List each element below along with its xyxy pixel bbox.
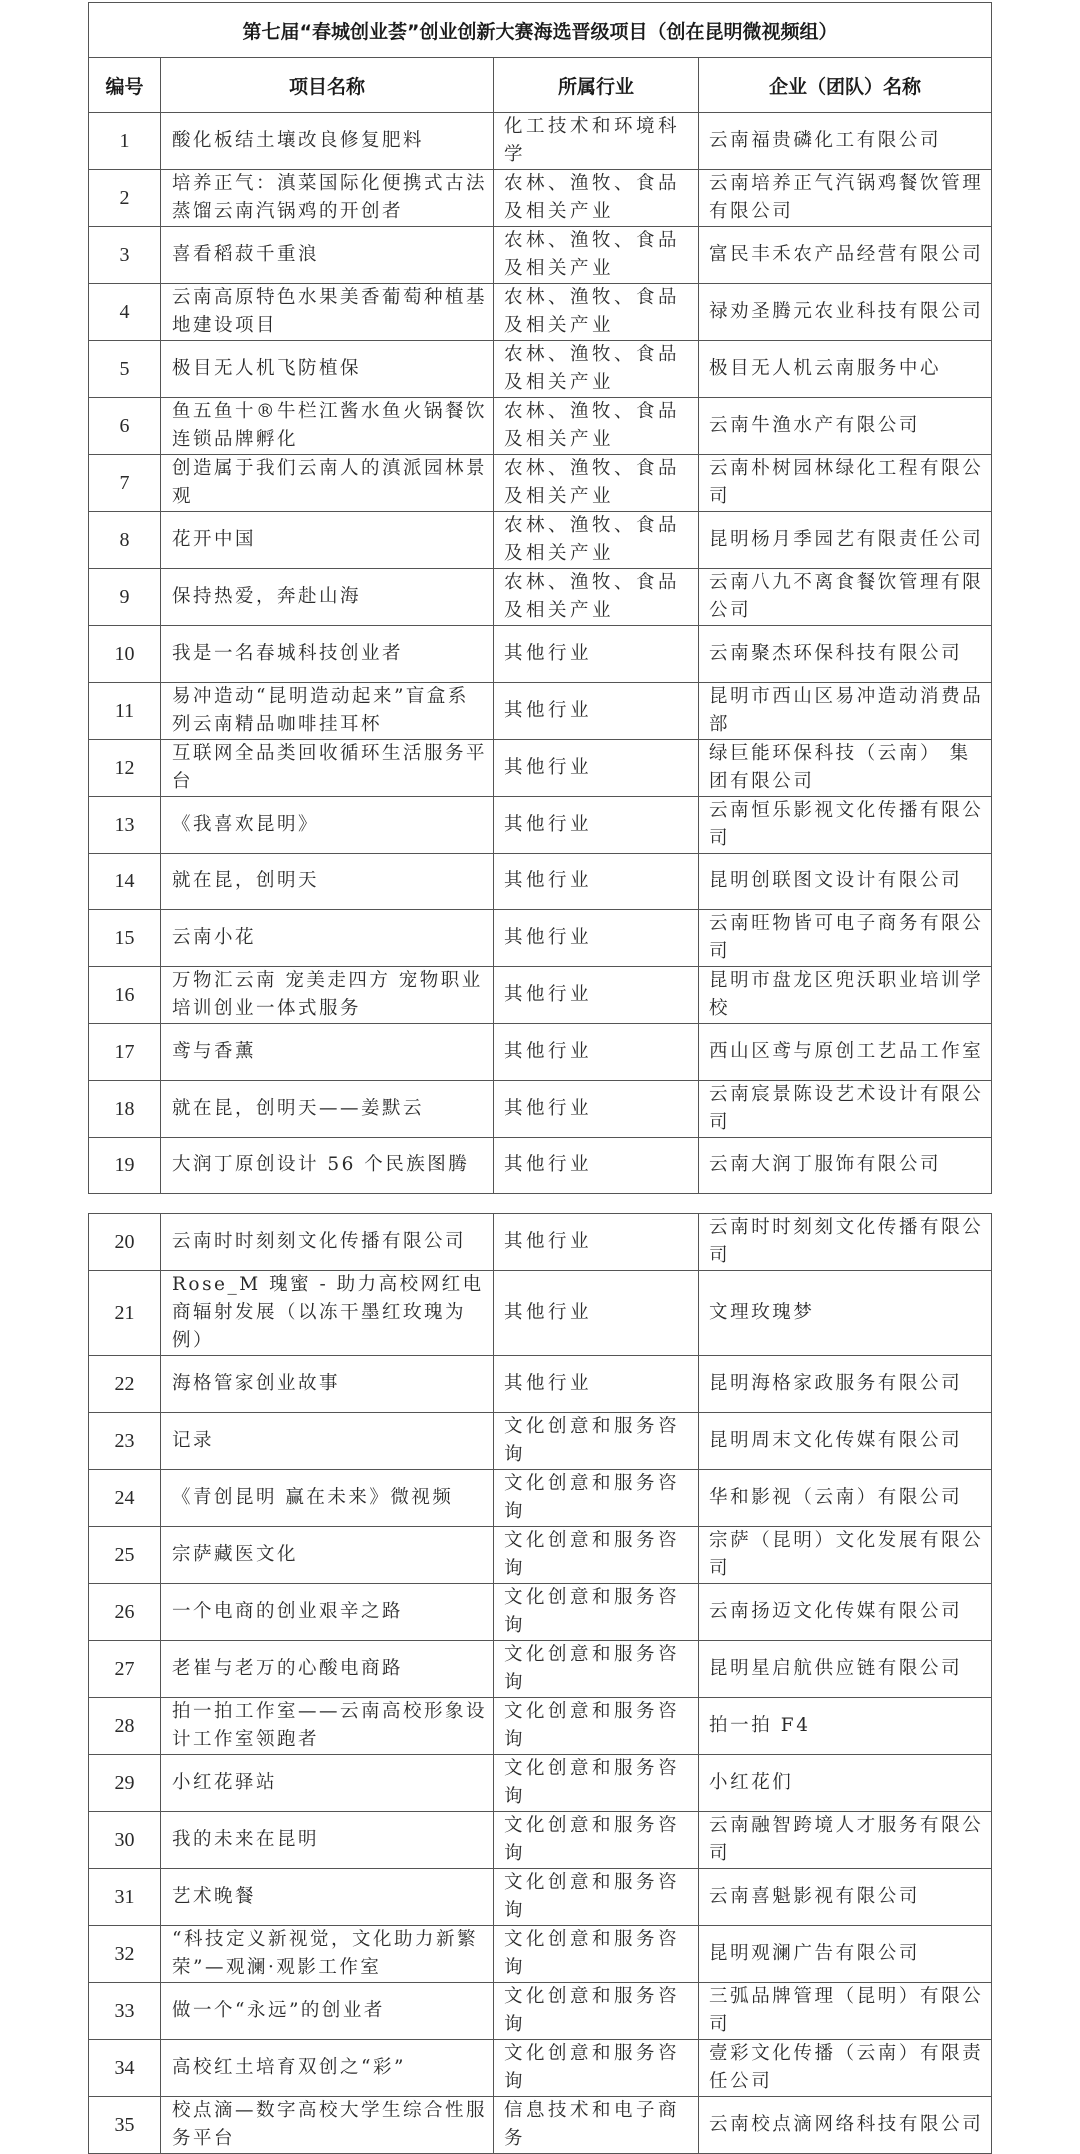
project-name: 高校红土培育双创之“彩” <box>161 2039 494 2096</box>
industry: 其他行业 <box>494 1356 699 1413</box>
project-name: 《我喜欢昆明》 <box>161 796 494 853</box>
industry: 农林、渔牧、食品及相关产业 <box>494 341 699 398</box>
industry: 农林、渔牧、食品及相关产业 <box>494 227 699 284</box>
industry: 文化创意和服务咨询 <box>494 1526 699 1583</box>
row-number: 14 <box>89 853 161 910</box>
company-name: 昆明市盘龙区兜沃职业培训学校 <box>699 967 992 1024</box>
project-name: 大润丁原创设计 56 个民族图腾 <box>161 1137 494 1194</box>
company-name: 昆明星启航供应链有限公司 <box>699 1640 992 1697</box>
table-row <box>89 682 992 739</box>
table-row <box>89 1925 992 1982</box>
table-row <box>89 113 992 170</box>
project-name: 我是一名春城科技创业者 <box>161 626 494 683</box>
company-name: 昆明周末文化传媒有限公司 <box>699 1412 992 1469</box>
row-number: 24 <box>89 1469 161 1526</box>
table-row <box>89 284 992 341</box>
column-header-industry: 所属行业 <box>494 58 699 113</box>
project-name: 老崔与老万的心酸电商路 <box>161 1640 494 1697</box>
project-name: 极目无人机飞防植保 <box>161 341 494 398</box>
table-body-1 <box>89 113 992 1194</box>
table-row <box>89 170 992 227</box>
company-name: 云南恒乐影视文化传播有限公司 <box>699 796 992 853</box>
company-name: 昆明杨月季园艺有限责任公司 <box>699 512 992 569</box>
row-number: 23 <box>89 1412 161 1469</box>
company-name: 壹彩文化传播（云南）有限责任公司 <box>699 2039 992 2096</box>
title-row <box>89 3 992 58</box>
project-name: 易冲造动“昆明造动起来”盲盒系列云南精品咖啡挂耳杯 <box>161 682 494 739</box>
company-name: 云南培养正气汽锅鸡餐饮管理有限公司 <box>699 170 992 227</box>
table-row <box>89 1697 992 1754</box>
project-name: 做一个“永远”的创业者 <box>161 1982 494 2039</box>
industry: 文化创意和服务咨询 <box>494 1811 699 1868</box>
industry: 文化创意和服务咨询 <box>494 1697 699 1754</box>
industry: 其他行业 <box>494 1080 699 1137</box>
company-name: 富民丰禾农产品经营有限公司 <box>699 227 992 284</box>
industry: 其他行业 <box>494 1271 699 1356</box>
column-header-project-name: 项目名称 <box>161 58 494 113</box>
table-row <box>89 967 992 1024</box>
project-name: 创造属于我们云南人的滇派园林景观 <box>161 455 494 512</box>
industry: 文化创意和服务咨询 <box>494 1583 699 1640</box>
row-number: 21 <box>89 1271 161 1356</box>
project-name: 保持热爱，奔赴山海 <box>161 569 494 626</box>
company-name: 云南喜魁影视有限公司 <box>699 1868 992 1925</box>
column-header-company: 企业（团队）名称 <box>699 58 992 113</box>
row-number: 20 <box>89 1214 161 1271</box>
industry: 农林、渔牧、食品及相关产业 <box>494 170 699 227</box>
row-number: 18 <box>89 1080 161 1137</box>
row-number: 1 <box>89 113 161 170</box>
row-number: 26 <box>89 1583 161 1640</box>
row-number: 19 <box>89 1137 161 1194</box>
project-name: 艺术晚餐 <box>161 1868 494 1925</box>
table-page-1 <box>88 2 991 1194</box>
company-name: 拍一拍 F4 <box>699 1697 992 1754</box>
table-row <box>89 1412 992 1469</box>
industry: 农林、渔牧、食品及相关产业 <box>494 569 699 626</box>
industry: 文化创意和服务咨询 <box>494 1640 699 1697</box>
row-number: 17 <box>89 1024 161 1081</box>
table-row <box>89 1811 992 1868</box>
row-number: 27 <box>89 1640 161 1697</box>
table-row <box>89 1526 992 1583</box>
company-name: 极目无人机云南服务中心 <box>699 341 992 398</box>
table-row <box>89 739 992 796</box>
table-title: 第七届“春城创业荟”创业创新大赛海选晋级项目（创在昆明微视频组） <box>89 3 992 58</box>
table-row <box>89 455 992 512</box>
table-row <box>89 1583 992 1640</box>
industry: 文化创意和服务咨询 <box>494 1469 699 1526</box>
industry: 文化创意和服务咨询 <box>494 2039 699 2096</box>
company-name: 昆明市西山区易冲造动消费品部 <box>699 682 992 739</box>
row-number: 4 <box>89 284 161 341</box>
industry: 其他行业 <box>494 1214 699 1271</box>
project-name: 宗萨藏医文化 <box>161 1526 494 1583</box>
industry: 农林、渔牧、食品及相关产业 <box>494 398 699 455</box>
company-name: 绿巨能环保科技（云南） 集团有限公司 <box>699 739 992 796</box>
project-name: 喜看稻菽千重浪 <box>161 227 494 284</box>
table-row <box>89 626 992 683</box>
company-name: 云南八九不离食餐饮管理有限公司 <box>699 569 992 626</box>
table-body-2 <box>89 1214 992 2154</box>
industry: 其他行业 <box>494 626 699 683</box>
row-number: 6 <box>89 398 161 455</box>
table-row <box>89 1754 992 1811</box>
row-number: 35 <box>89 2096 161 2153</box>
industry: 文化创意和服务咨询 <box>494 1868 699 1925</box>
industry: 文化创意和服务咨询 <box>494 1925 699 1982</box>
table-row <box>89 796 992 853</box>
project-name: “科技定义新视觉，文化助力新繁荣”—观澜·观影工作室 <box>161 1925 494 1982</box>
project-name: 就在昆，创明天 <box>161 853 494 910</box>
company-name: 西山区鸢与原创工艺品工作室 <box>699 1024 992 1081</box>
table-row <box>89 227 992 284</box>
company-name: 云南时时刻刻文化传播有限公司 <box>699 1214 992 1271</box>
project-name: 培养正气：滇菜国际化便携式古法蒸馏云南汽锅鸡的开创者 <box>161 170 494 227</box>
company-name: 华和影视（云南）有限公司 <box>699 1469 992 1526</box>
industry: 文化创意和服务咨询 <box>494 1412 699 1469</box>
project-name: 云南时时刻刻文化传播有限公司 <box>161 1214 494 1271</box>
company-name: 禄劝圣腾元农业科技有限公司 <box>699 284 992 341</box>
row-number: 32 <box>89 1925 161 1982</box>
industry: 其他行业 <box>494 853 699 910</box>
company-name: 昆明创联图文设计有限公司 <box>699 853 992 910</box>
company-name: 昆明观澜广告有限公司 <box>699 1925 992 1982</box>
company-name: 云南融智跨境人才服务有限公司 <box>699 1811 992 1868</box>
row-number: 11 <box>89 682 161 739</box>
table-row <box>89 398 992 455</box>
table-page-2 <box>88 1213 991 2154</box>
projects-table-continued <box>88 1213 992 2154</box>
project-name: 云南小花 <box>161 910 494 967</box>
table-row <box>89 910 992 967</box>
row-number: 2 <box>89 170 161 227</box>
project-name: 花开中国 <box>161 512 494 569</box>
industry: 农林、渔牧、食品及相关产业 <box>494 284 699 341</box>
project-name: 云南高原特色水果美香葡萄种植基地建设项目 <box>161 284 494 341</box>
row-number: 13 <box>89 796 161 853</box>
row-number: 8 <box>89 512 161 569</box>
industry: 其他行业 <box>494 1137 699 1194</box>
table-row <box>89 1080 992 1137</box>
table-row <box>89 1271 992 1356</box>
table-row <box>89 2096 992 2153</box>
column-header-number: 编号 <box>89 58 161 113</box>
table-row <box>89 512 992 569</box>
row-number: 15 <box>89 910 161 967</box>
company-name: 云南聚杰环保科技有限公司 <box>699 626 992 683</box>
project-name: Rose_M 瑰蜜 - 助力高校网红电商辐射发展（以冻干墨红玫瑰为例） <box>161 1271 494 1356</box>
company-name: 云南大润丁服饰有限公司 <box>699 1137 992 1194</box>
industry: 其他行业 <box>494 796 699 853</box>
project-name: 《青创昆明 赢在未来》微视频 <box>161 1469 494 1526</box>
company-name: 昆明海格家政服务有限公司 <box>699 1356 992 1413</box>
row-number: 5 <box>89 341 161 398</box>
table-row <box>89 1640 992 1697</box>
project-name: 互联网全品类回收循环生活服务平台 <box>161 739 494 796</box>
company-name: 云南扬迈文化传媒有限公司 <box>699 1583 992 1640</box>
row-number: 12 <box>89 739 161 796</box>
table-row <box>89 1469 992 1526</box>
table-row <box>89 1024 992 1081</box>
table-row <box>89 1982 992 2039</box>
table-row <box>89 341 992 398</box>
project-name: 海格管家创业故事 <box>161 1356 494 1413</box>
industry: 其他行业 <box>494 910 699 967</box>
project-name: 一个电商的创业艰辛之路 <box>161 1583 494 1640</box>
table-row <box>89 1868 992 1925</box>
table-row <box>89 2039 992 2096</box>
projects-table <box>88 2 992 1194</box>
row-number: 34 <box>89 2039 161 2096</box>
table-row <box>89 1137 992 1194</box>
industry: 其他行业 <box>494 1024 699 1081</box>
company-name: 三弧品牌管理（昆明）有限公司 <box>699 1982 992 2039</box>
project-name: 就在昆，创明天——姜默云 <box>161 1080 494 1137</box>
row-number: 22 <box>89 1356 161 1413</box>
industry: 其他行业 <box>494 967 699 1024</box>
row-number: 25 <box>89 1526 161 1583</box>
row-number: 9 <box>89 569 161 626</box>
industry: 农林、渔牧、食品及相关产业 <box>494 455 699 512</box>
company-name: 小红花们 <box>699 1754 992 1811</box>
project-name: 小红花驿站 <box>161 1754 494 1811</box>
industry: 信息技术和电子商务 <box>494 2096 699 2153</box>
company-name: 文理玫瑰梦 <box>699 1271 992 1356</box>
row-number: 7 <box>89 455 161 512</box>
row-number: 28 <box>89 1697 161 1754</box>
industry: 文化创意和服务咨询 <box>494 1982 699 2039</box>
project-name: 鸢与香薰 <box>161 1024 494 1081</box>
company-name: 云南朴树园林绿化工程有限公司 <box>699 455 992 512</box>
project-name: 记录 <box>161 1412 494 1469</box>
project-name: 鱼五鱼十®牛栏江酱水鱼火锅餐饮连锁品牌孵化 <box>161 398 494 455</box>
row-number: 31 <box>89 1868 161 1925</box>
company-name: 云南牛渔水产有限公司 <box>699 398 992 455</box>
row-number: 33 <box>89 1982 161 2039</box>
row-number: 10 <box>89 626 161 683</box>
industry: 化工技术和环境科学 <box>494 113 699 170</box>
company-name: 云南宸景陈设艺术设计有限公司 <box>699 1080 992 1137</box>
project-name: 拍一拍工作室——云南高校形象设计工作室领跑者 <box>161 1697 494 1754</box>
company-name: 云南旺物皆可电子商务有限公司 <box>699 910 992 967</box>
table-row <box>89 569 992 626</box>
company-name: 宗萨（昆明）文化发展有限公司 <box>699 1526 992 1583</box>
row-number: 30 <box>89 1811 161 1868</box>
company-name: 云南校点滴网络科技有限公司 <box>699 2096 992 2153</box>
table-row <box>89 853 992 910</box>
company-name: 云南福贵磷化工有限公司 <box>699 113 992 170</box>
industry: 其他行业 <box>494 739 699 796</box>
industry: 农林、渔牧、食品及相关产业 <box>494 512 699 569</box>
industry: 其他行业 <box>494 682 699 739</box>
row-number: 3 <box>89 227 161 284</box>
header-row <box>89 58 992 113</box>
table-row <box>89 1356 992 1413</box>
project-name: 万物汇云南 宠美走四方 宠物职业培训创业一体式服务 <box>161 967 494 1024</box>
table-row <box>89 1214 992 1271</box>
project-name: 校点滴—数字高校大学生综合性服务平台 <box>161 2096 494 2153</box>
row-number: 16 <box>89 967 161 1024</box>
row-number: 29 <box>89 1754 161 1811</box>
project-name: 酸化板结土壤改良修复肥料 <box>161 113 494 170</box>
industry: 文化创意和服务咨询 <box>494 1754 699 1811</box>
project-name: 我的未来在昆明 <box>161 1811 494 1868</box>
